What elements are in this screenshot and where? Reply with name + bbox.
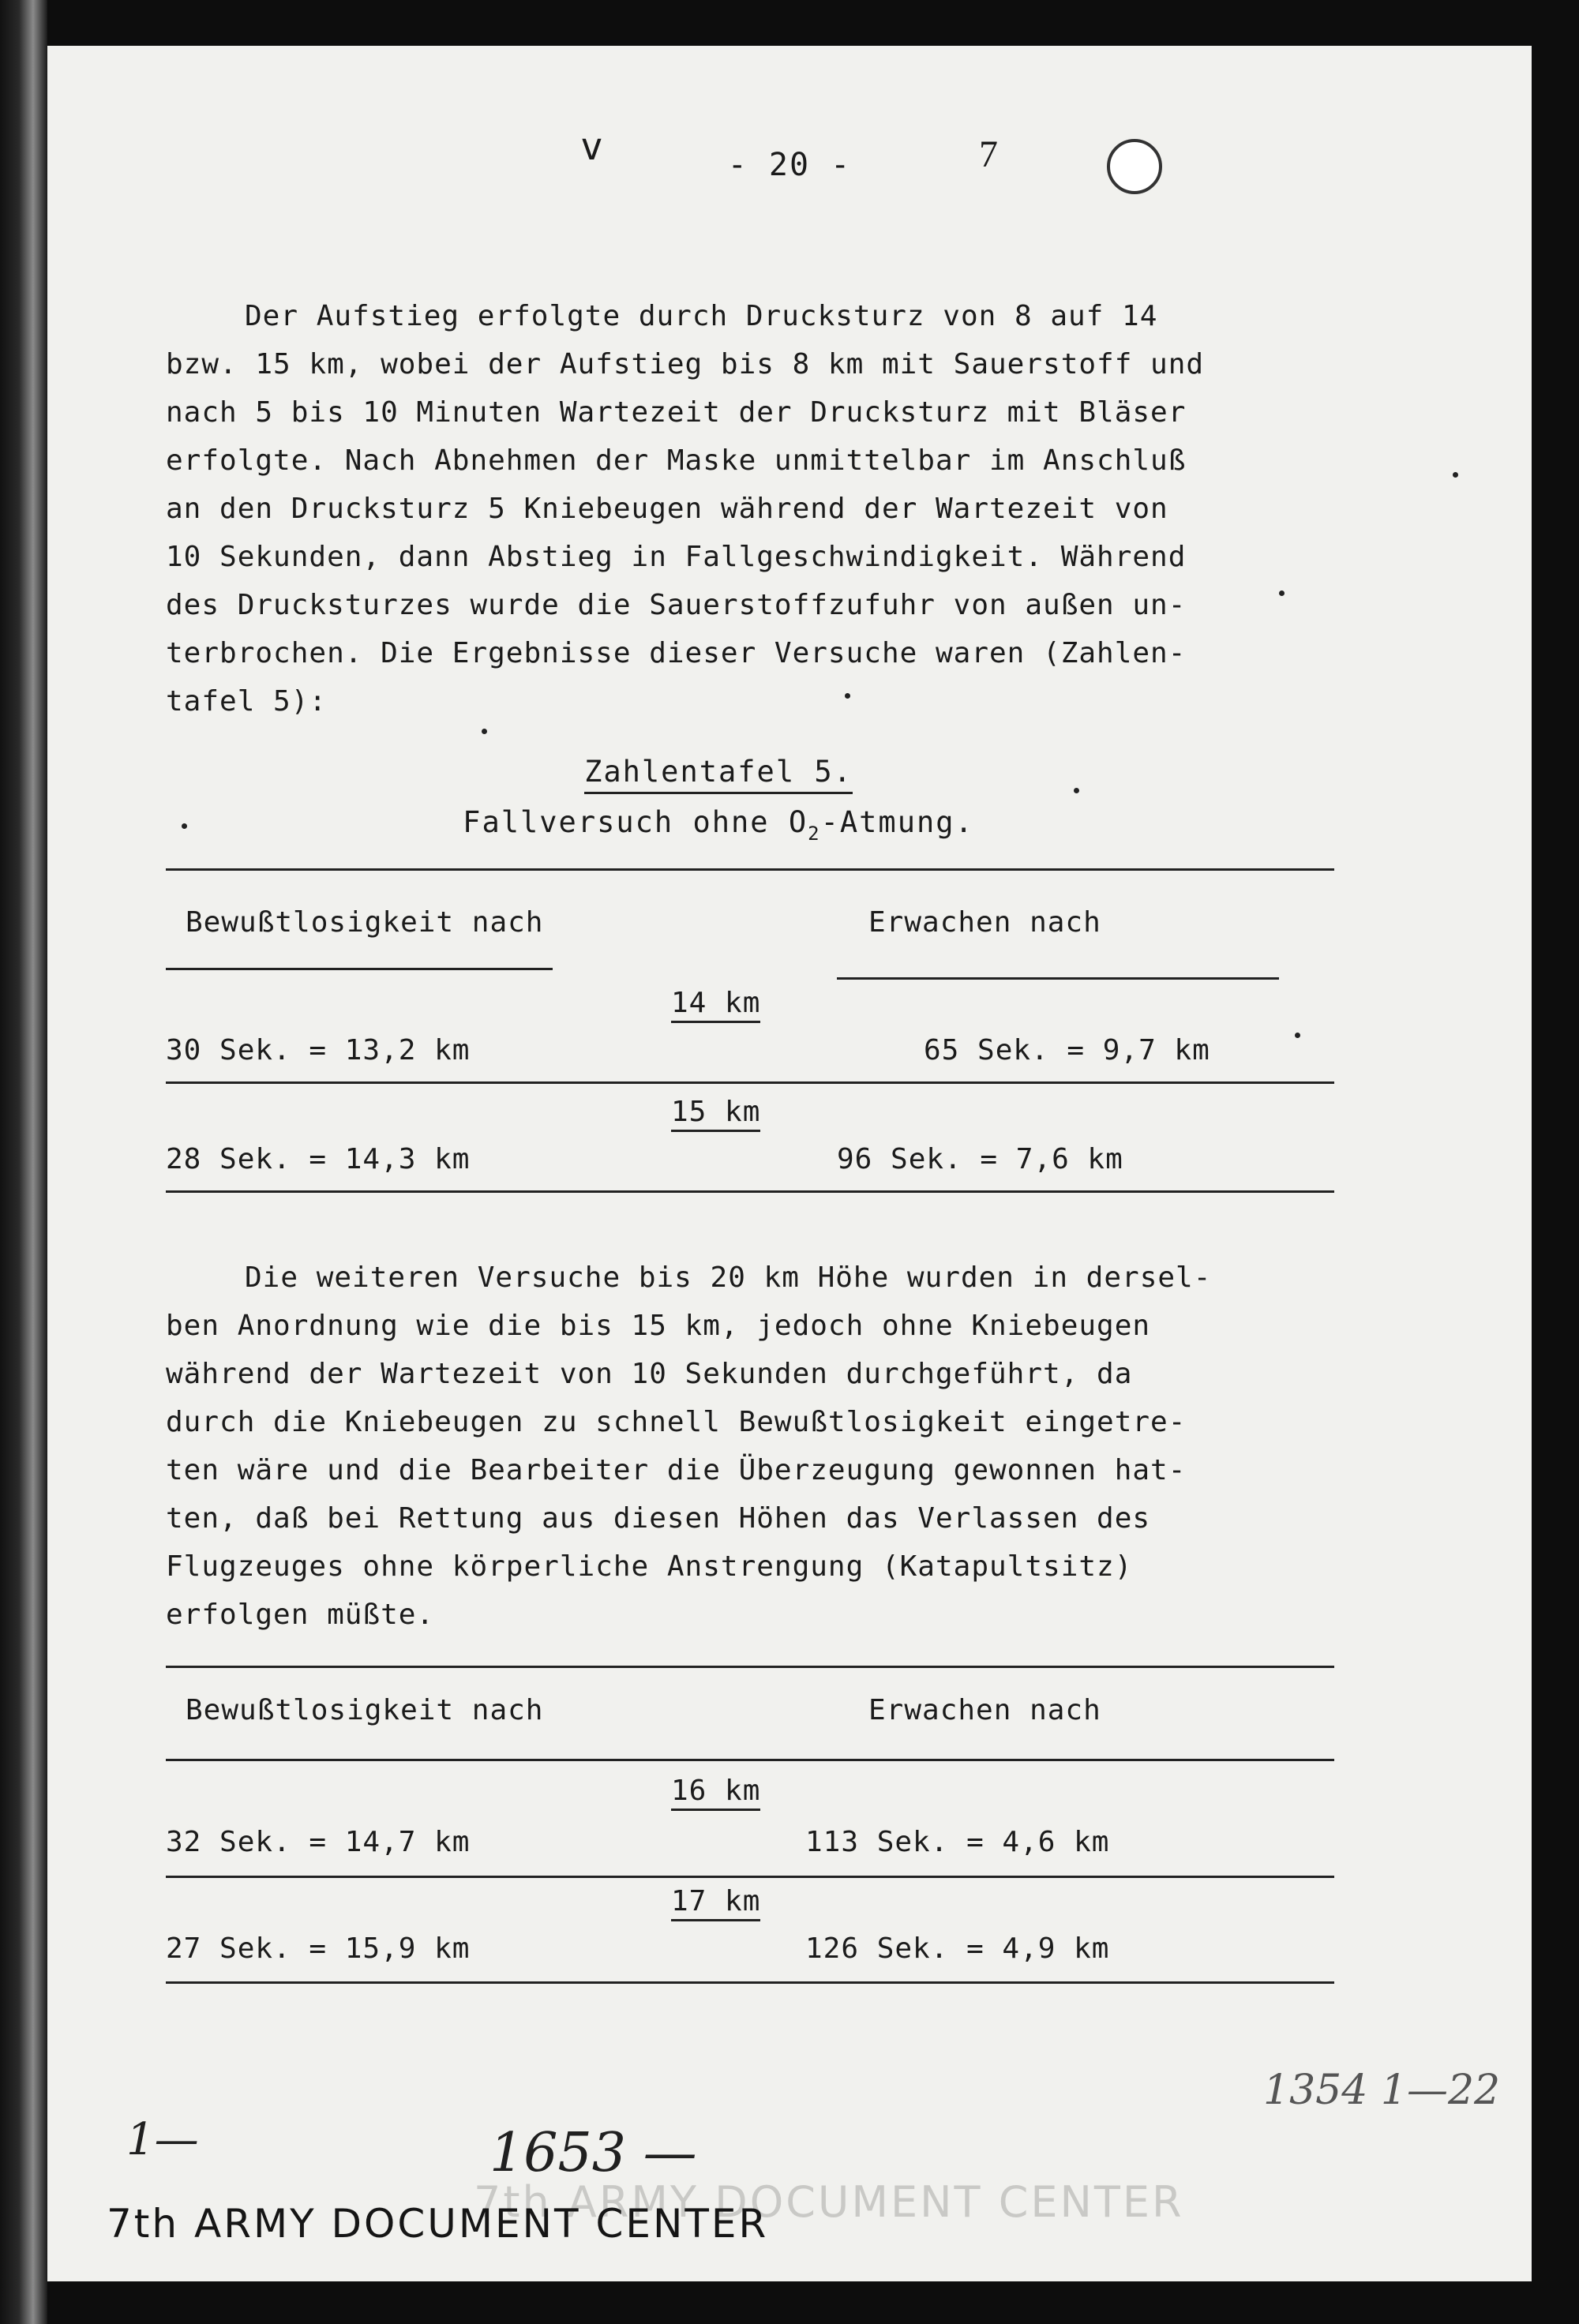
scanner-edge: [0, 0, 47, 2324]
altitude-label: 14 km: [671, 987, 760, 1019]
handwritten-note-right: 1354 1—22: [1263, 2067, 1501, 2114]
table-cell-awakening: 65 Sek. = 9,7 km: [924, 1034, 1210, 1066]
speck: [1074, 788, 1079, 793]
table-cell-unconscious: 28 Sek. = 14,3 km: [166, 1143, 471, 1175]
speck: [482, 729, 487, 734]
table-rule: [166, 968, 553, 970]
intro-line: erfolgte. Nach Abnehmen der Maske unmittelbar im Anschluß: [166, 444, 1187, 477]
middle-line: während der Wartezeit von 10 Sekunden durchgeführt, da: [166, 1358, 1133, 1390]
intro-line: des Drucksturzes wurde die Sauerstoffzufuhr von außen un-: [166, 589, 1187, 621]
intro-line: an den Drucksturz 5 Kniebeugen während der Wartezeit von: [166, 493, 1168, 525]
middle-line: erfolgen müßte.: [166, 1599, 435, 1631]
table-rule: [837, 977, 1279, 980]
table-rule: [166, 1876, 1334, 1878]
altitude-label: 15 km: [671, 1096, 760, 1128]
table-rule: [166, 1190, 1334, 1193]
intro-line: tafel 5):: [166, 685, 328, 718]
intro-line: 10 Sekunden, dann Abstieg in Fallgeschwindigkeit. Während: [166, 541, 1187, 573]
middle-line: ten, daß bei Rettung aus diesen Höhen das Verlassen des: [166, 1502, 1151, 1535]
table-subtitle: Fallversuch ohne $O_2$-Atmung.: [463, 805, 974, 845]
column-header-unconscious: Bewußtlosigkeit nach: [186, 906, 544, 939]
middle-line: ben Anordnung wie die bis 15 km, jedoch ohne Kniebeugen: [166, 1310, 1151, 1342]
middle-line: ten wäre und die Bearbeiter die Überzeugung gewonnen hat-: [166, 1454, 1187, 1486]
document-page: [47, 46, 1532, 2281]
page-number: - 20 -: [727, 147, 852, 183]
altitude-label: 16 km: [671, 1775, 760, 1807]
altitude-label: 17 km: [671, 1885, 760, 1917]
table-cell-awakening: 96 Sek. = 7,6 km: [837, 1143, 1123, 1175]
table-cell-unconscious: 30 Sek. = 13,2 km: [166, 1034, 471, 1066]
page-mark-left: v: [580, 125, 603, 169]
intro-line: nach 5 bis 10 Minuten Wartezeit der Drucksturz mit Bläser: [166, 396, 1187, 429]
intro-line: bzw. 15 km, wobei der Aufstieg bis 8 km mit Sauerstoff und: [166, 348, 1205, 380]
table-rule: [166, 868, 1334, 871]
table-title: Zahlentafel 5.: [47, 755, 1390, 789]
intro-line: Der Aufstieg erfolgte durch Drucksturz von 8 auf 14: [245, 300, 1158, 332]
handwritten-note-left: 1—: [126, 2114, 199, 2165]
speck: [1295, 1033, 1300, 1038]
table-cell-unconscious: 27 Sek. = 15,9 km: [166, 1932, 471, 1965]
table-cell-awakening: 113 Sek. = 4,6 km: [805, 1826, 1110, 1858]
table-rule: [166, 1081, 1334, 1084]
speck: [182, 823, 187, 829]
column-header-awakening: Erwachen nach: [868, 906, 1101, 939]
archive-stamp: 7th ARMY DOCUMENT CENTER: [107, 2201, 769, 2247]
table-cell-awakening: 126 Sek. = 4,9 km: [805, 1932, 1110, 1965]
column-header-unconscious: Bewußtlosigkeit nach: [186, 1694, 544, 1726]
speck: [845, 693, 850, 699]
middle-line: Flugzeuges ohne körperliche Anstrengung (Katapultsitz): [166, 1550, 1133, 1583]
page-mark-right: 7: [979, 133, 998, 175]
ghost-stamp-text: 7th ARMY DOCUMENT CENTER: [474, 2177, 1184, 2227]
handwritten-number: 1653 —: [489, 2122, 697, 2184]
middle-line: Die weiteren Versuche bis 20 km Höhe wurden in dersel-: [245, 1261, 1212, 1294]
intro-paragraph: [166, 292, 1350, 725]
middle-paragraph: [166, 1254, 1350, 1639]
middle-line: durch die Kniebeugen zu schnell Bewußtlosigkeit eingetre-: [166, 1406, 1187, 1438]
table-rule: [166, 1981, 1334, 1984]
stamp-circle-icon: [1107, 139, 1162, 194]
table-cell-unconscious: 32 Sek. = 14,7 km: [166, 1826, 471, 1858]
speck: [1453, 472, 1458, 478]
intro-line: terbrochen. Die Ergebnisse dieser Versuche waren (Zahlen-: [166, 637, 1187, 669]
table-rule: [166, 1759, 1334, 1761]
table-rule: [166, 1666, 1334, 1668]
column-header-awakening: Erwachen nach: [868, 1694, 1101, 1726]
speck: [1279, 590, 1285, 596]
